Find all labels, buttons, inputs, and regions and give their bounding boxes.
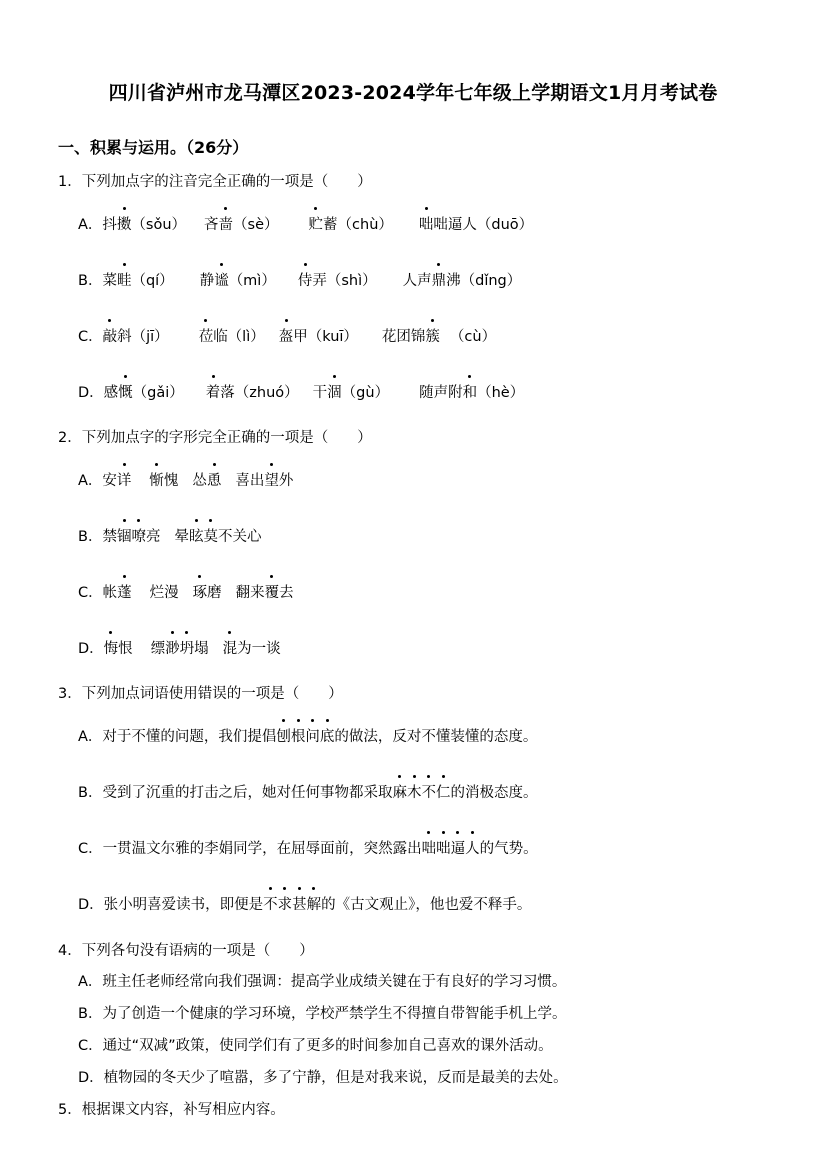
dotted-char: 混 (223, 637, 238, 658)
dotted-char: 莅 (199, 325, 214, 346)
option-text: A．安 (78, 473, 117, 489)
question-2-option-c[interactable] (78, 581, 294, 602)
dotted-char: 求 (278, 893, 293, 914)
dotted-char: 根 (291, 725, 306, 746)
option-text: 随声附 (419, 385, 463, 401)
dotted-char: 莫 (203, 525, 218, 546)
option-text: 磨 (207, 585, 222, 601)
question-1-option-a[interactable] (78, 213, 533, 234)
dotted-char: 咄 (419, 213, 434, 234)
dotted-char: 渺 (165, 637, 180, 658)
option-text: 烂漫 (149, 585, 179, 601)
dotted-char: 人 (465, 837, 480, 858)
dotted-char: 咄 (436, 837, 451, 858)
question-4-option-a[interactable]: A．班主任老师经常向我们强调：提高学业成绩关键在于有良好的学习习惯。 (78, 974, 567, 990)
question-4-stem: 4．下列各句没有语病的一项是（ ） (58, 943, 314, 959)
option-text: 静 (199, 273, 215, 289)
option-text: 甲（kuī） (293, 329, 358, 345)
option-text: 不关心 (217, 529, 262, 545)
dotted-char: 解 (307, 893, 322, 914)
option-text: 的消极态度。 (450, 785, 538, 801)
dotted-char: 不 (263, 893, 278, 914)
option-text: 斜（jī） (117, 329, 169, 345)
dotted-char: 啬 (219, 213, 234, 234)
question-1-option-d[interactable] (78, 381, 524, 402)
dotted-char: 敲 (103, 325, 118, 346)
option-text: （hè） (477, 385, 525, 401)
option-text: A．抖 (78, 217, 117, 233)
option-text: 花团锦 (381, 329, 426, 345)
dotted-char: 侍 (298, 269, 313, 290)
dotted-char: 刨 (276, 725, 291, 746)
option-text: 吝 (204, 217, 219, 233)
option-text: 晕 (174, 529, 189, 545)
dotted-char: 坍 (180, 637, 195, 658)
option-text: 塌 (194, 641, 209, 657)
dotted-char: 嘹 (131, 525, 146, 546)
dotted-char: 悔 (104, 637, 119, 658)
dotted-char: 着 (206, 381, 221, 402)
dotted-char: 慨 (118, 381, 133, 402)
option-text: （gù） (341, 385, 390, 401)
option-text: 外 (278, 473, 294, 489)
dotted-char: 涸 (327, 381, 342, 402)
option-text: 的气势。 (479, 841, 538, 857)
question-2-option-b[interactable] (78, 525, 261, 546)
option-text: B．禁 (78, 529, 117, 545)
question-3-option-d[interactable] (78, 893, 531, 914)
option-text: D．张小明喜爱读书，即便是 (78, 897, 264, 913)
dotted-char: 咄 (422, 837, 437, 858)
question-4-option-c[interactable]: C．通过“双减”政策，使同学们有了更多的时间参加自己喜欢的课外活动。 (78, 1038, 553, 1054)
dotted-char: 问 (305, 725, 320, 746)
dotted-char: 麻 (392, 781, 407, 802)
option-text: 咄逼人（duō） (433, 217, 534, 233)
dotted-char: 恿 (207, 469, 222, 490)
option-text: 为一谈 (237, 641, 281, 657)
option-text: 喜出 (235, 473, 265, 489)
option-text: 的做法，反对不懂装懂的态度。 (334, 729, 538, 745)
option-text: 蓄（chù） (323, 217, 393, 233)
dotted-char: 底 (320, 725, 335, 746)
dotted-char: 畦 (117, 269, 132, 290)
option-text: 落（zhuó） (220, 385, 299, 401)
option-text: （mì） (228, 273, 276, 289)
dotted-char: 琢 (193, 581, 208, 602)
option-text: 翻来 (235, 585, 265, 601)
question-4-option-d[interactable]: D．植物园的冬天少了喧嚣，多了宁静，但是对我来说，反而是最美的去处。 (78, 1070, 568, 1086)
dotted-char: 擞 (117, 213, 132, 234)
option-text: D． (78, 641, 104, 657)
dotted-char: 覆 (265, 581, 280, 602)
question-1-stem: 1．下列加点字的注音完全正确的一项是（ ） (58, 174, 372, 190)
question-4-option-b[interactable]: B．为了创造一个健康的学习环境，学校严禁学生不得擅自带智能手机上学。 (78, 1006, 567, 1022)
question-3-option-b[interactable] (78, 781, 537, 802)
option-text: 沸（dǐng） (446, 273, 522, 289)
dotted-char: 锢 (117, 525, 132, 546)
dotted-char: 详 (117, 469, 132, 490)
question-1-option-b[interactable] (78, 269, 521, 290)
dotted-char: 惭 (149, 469, 164, 490)
option-text: A．对于不懂的问题，我们提倡 (78, 729, 277, 745)
question-2-option-d[interactable] (78, 637, 281, 658)
option-text: （gǎi） (132, 385, 184, 401)
option-text: 去 (279, 585, 294, 601)
question-5-stem: 5．根据课文内容，补写相应内容。 (58, 1102, 285, 1118)
option-text: 临（lì） (213, 329, 265, 345)
question-2-option-a[interactable] (78, 469, 293, 490)
dotted-char: 簇 (425, 325, 440, 346)
dotted-char: 谧 (214, 269, 229, 290)
option-text: 人声 (402, 273, 432, 289)
option-text: （sè） (233, 217, 279, 233)
option-text: 干 (312, 385, 328, 401)
question-1-option-c[interactable] (78, 325, 496, 346)
dotted-char: 不 (421, 781, 436, 802)
question-3-stem: 3．下列加点词语使用错误的一项是（ ） (58, 686, 343, 702)
dotted-word (422, 841, 480, 857)
dotted-char: 木 (407, 781, 422, 802)
dotted-word (276, 729, 334, 745)
dotted-char: 和 (463, 381, 478, 402)
dotted-char: 眩 (189, 525, 204, 546)
dotted-char: 甚 (292, 893, 307, 914)
option-text: 弄（shì） (312, 273, 377, 289)
option-text: 愧 (163, 473, 179, 489)
option-text: 怂 (192, 473, 207, 489)
dotted-char: 逼 (451, 837, 466, 858)
dotted-word (263, 897, 321, 913)
dotted-char: 贮 (309, 213, 324, 234)
question-2-stem: 2．下列加点字的字形完全正确的一项是（ ） (58, 430, 372, 446)
option-text: 恨 (118, 641, 133, 657)
dotted-char: 盔 (279, 325, 294, 346)
option-text: 亮 (145, 529, 161, 545)
option-text: （sǒu） (131, 217, 187, 233)
dotted-char: 鼎 (432, 269, 447, 290)
section-heading: 一、积累与运用。（26分） (58, 138, 249, 157)
option-text: B．菜 (78, 273, 117, 289)
option-text: D．感 (78, 385, 119, 401)
option-text: 缥 (150, 641, 166, 657)
option-text: （cù） (449, 329, 497, 345)
dotted-word (392, 785, 450, 801)
dotted-char: 蓬 (117, 581, 132, 602)
exam-title: 四川省泸州市龙马潭区2023-2024学年七年级上学期语文1月月考试卷 (108, 82, 718, 104)
dotted-char: 望 (264, 469, 279, 490)
option-text: C．一贯温文尔雅的李娟同学，在屈辱面前，突然露出 (78, 841, 422, 857)
option-text: C． (78, 329, 103, 345)
option-text: 的《古文观止》，他也爱不释手。 (321, 897, 532, 913)
question-3-option-a[interactable] (78, 725, 537, 746)
question-3-option-c[interactable] (78, 837, 538, 858)
dotted-char: 仁 (436, 781, 451, 802)
option-text: （qí） (131, 273, 174, 289)
option-text: C．帐 (78, 585, 118, 601)
option-text: B．受到了沉重的打击之后，她对任何事物都采取 (78, 785, 393, 801)
